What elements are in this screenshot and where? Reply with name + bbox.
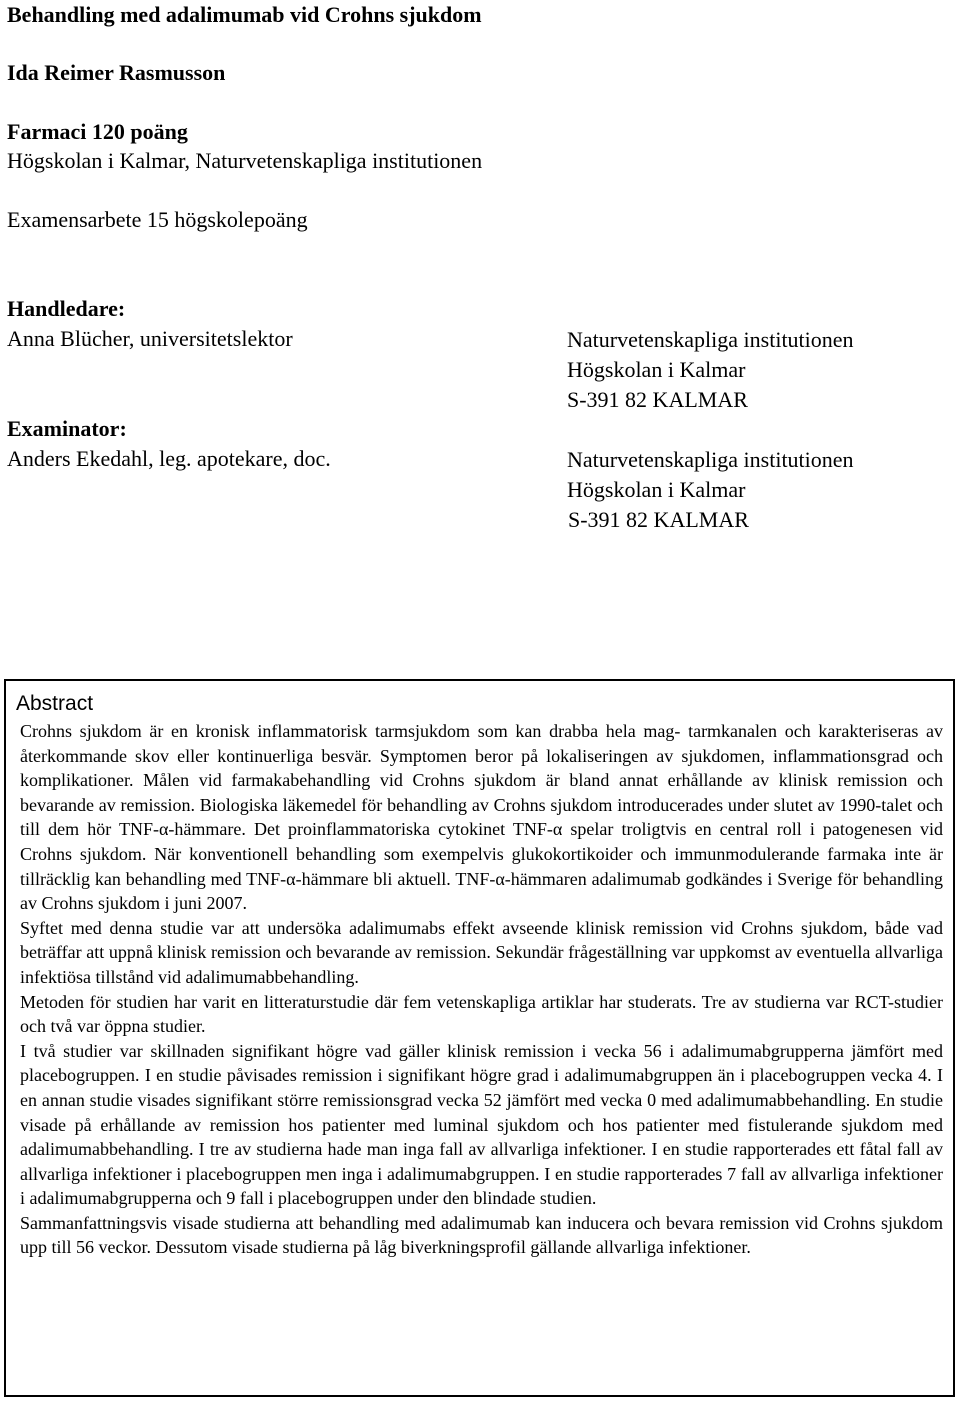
address-line: Naturvetenskapliga institutionen: [567, 447, 854, 472]
program-name: Farmaci 120 poäng: [7, 119, 188, 144]
address-line: Högskolan i Kalmar: [567, 357, 746, 382]
abstract-paragraph: Sammanfattningsvis visade studierna att behandling med adalimumab kan inducera och bevara remission vid Crohns sjukdom upp till 56 veckor. Dessutom visade studierna på låg biverkningsprofil gällande allvarliga infektioner.: [20, 1212, 943, 1258]
abstract-paragraph: I två studier var skillnaden signifikant högre vad gäller klinisk remission i vecka 56 i adalimumabgrupperna jämfört med placebogruppen. I en studie påvisades remission i signifikant högre grad i adalimumabgruppen än i placebogruppen vecka 4. I en annan studie visades signifikant större remissionsgrad vecka 52 jämfört med vecka 0 med adalimumabbehandling. En studie visade på erhållande av remission hos patienter med luminal sjukdom och hos patienter med fistulerande sjukdom med adalimumabbehandling. I tre av studierna hade man inga fall av allvarliga infektioner. I en studie rapporterades ett fåtal fall av allvarliga infektioner i placebogruppen men inga i adalimumabgruppen. I en studie rapporterades 7 fall av allvarliga infektioner i adalimumabgrupperna och 9 fall i placebogruppen under den blindade studien.: [20, 1040, 943, 1209]
abstract-body: [20, 719, 943, 1260]
address-line: Högskolan i Kalmar: [567, 477, 746, 502]
address-line: S-391 82 KALMAR: [567, 387, 748, 412]
document-title: Behandling med adalimumab vid Crohns sjukdom: [7, 2, 482, 27]
supervisor-address: [567, 325, 854, 415]
examiner-heading: Examinator:: [7, 416, 127, 441]
examiner-address: [567, 445, 854, 535]
abstract-paragraph: Metoden för studien har varit en litteraturstudie där fem vetenskapliga artiklar har studerats. Tre av studierna var RCT-studier och två var öppna studier.: [20, 991, 943, 1037]
supervisor-name: Anna Blücher, universitetslektor: [7, 326, 293, 351]
abstract-paragraph: Syftet med denna studie var att undersöka adalimumabs effekt avseende klinisk remission vid Crohns sjukdom, både vad beträffar att uppnå klinisk remission och bevarande av remission. Sekundär frågeställning var uppkomst av eventuella allvarliga infektiösa tillstånd vid adalimumabbehandling.: [20, 917, 943, 987]
supervisor-heading: Handledare:: [7, 296, 126, 321]
thesis-credits: Examensarbete 15 högskolepoäng: [7, 207, 308, 232]
author-name: Ida Reimer Rasmusson: [7, 60, 226, 85]
address-line: Naturvetenskapliga institutionen: [567, 327, 854, 352]
school-name: Högskolan i Kalmar, Naturvetenskapliga institutionen: [7, 148, 483, 173]
examiner-name: Anders Ekedahl, leg. apotekare, doc.: [7, 446, 331, 471]
abstract-heading: Abstract: [16, 692, 94, 715]
abstract-paragraph: Crohns sjukdom är en kronisk inflammatorisk tarmsjukdom som kan drabba hela mag- tarmkanalen och karakteriseras av återkommande skov eller kontinuerliga besvär. Symptomen beror på lokaliseringen av sjukdomen, inflammationsgrad och komplikationer. Målen vid farmakabehandling vid Crohns sjukdom är bland annat erhållande av klinisk remission och bevarande av remission. Biologiska läkemedel för behandling av Crohns sjukdom introducerades under slutet av 1990-talet och till dem hör TNF-α-hämmare. Det proinflammatoriska cytokinet TNF-α spelar troligtvis en central roll i patogenesen vid Crohns sjukdom. När konventionell behandling som exempelvis glukokortikoider och immunmodulerande farmaka inte är tillräcklig kan behandling med TNF-α-hämmare bli aktuell. TNF-α-hämmaren adalimumab godkändes i Sverige för behandling av Crohns sjukdom i juni 2007.: [20, 721, 943, 914]
address-line: S-391 82 KALMAR: [568, 507, 749, 532]
